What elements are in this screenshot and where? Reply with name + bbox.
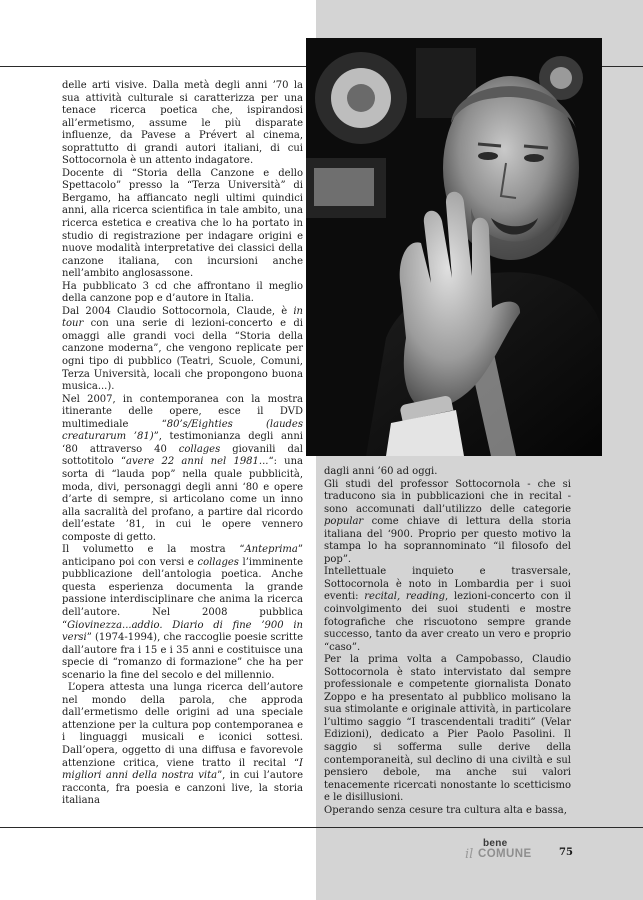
- top-rule-left: [0, 66, 306, 67]
- italic-text: collages: [178, 443, 221, 455]
- text-span: Dal 2004 Claudio Sottocornola, Claude, è: [62, 305, 294, 317]
- text-span: L’opera attesta una lunga ricerca dell’autore nel mondo della parola, che approda dall’ermetismo delle origini ad una speciale attenzione per la cultura pop contemporanea e i linguaggi musicali e iconici sottesi. Dall’opera, oggetto di una diffusa e favorevole attenzione critica, viene tratto il recital “: [62, 682, 303, 769]
- paragraph: [62, 544, 303, 682]
- paragraph: [62, 281, 303, 306]
- paragraph: [62, 80, 303, 168]
- bottom-rule: [0, 827, 643, 828]
- text-span: Operando senza cesure tra cultura alta e bassa,: [324, 804, 567, 816]
- page-number: 75: [559, 847, 573, 858]
- paragraph: [324, 805, 571, 818]
- text-span: dagli anni ’60 ad oggi.: [324, 466, 438, 477]
- paragraph: [324, 654, 571, 805]
- text-span: , lezioni-concerto con il coinvolgimento dei suoi studenti e mostre fotografiche che riscuotono sempre grande successo, tanto da aver creato un vero e proprio “caso”.: [324, 591, 571, 653]
- text-span: l’imminente pubblicazione dell’antologia poetica. Anche questa esperienza documenta la grande passione interdisciplinare che anima la ricerca dell’autore. Nel 2008 pubblica “: [62, 556, 303, 631]
- logo-il: il: [465, 847, 474, 862]
- italic-text: Anteprima: [244, 544, 298, 556]
- italic-text: recital, reading: [364, 591, 446, 603]
- paragraph: [324, 479, 571, 567]
- paragraph: [62, 306, 303, 394]
- text-span: con una serie di lezioni-concerto e di omaggi alle grandi voci della “Storia della canzone moderna”, che vengono replicate per ogni tipo di pubblico (Teatri, Scuole, Comuni, Terza Università, locali che propongono buona musica...).: [62, 318, 303, 393]
- italic-text: I migliori anni della nostra vita: [62, 757, 303, 782]
- italic-text: in tour: [62, 305, 303, 330]
- italic-text: popular: [324, 516, 364, 528]
- italic-text: 80’s/Eighties (laudes creaturarum ’81): [62, 418, 303, 443]
- italic-text: avere 22 anni nel 1981...: [126, 456, 269, 468]
- paragraph: [324, 566, 571, 654]
- text-span: ”, in cui l’autore racconta, fra poesia e canzoni live, la storia italiana: [62, 770, 304, 807]
- text-span: ” (1974-1994), che raccoglie poesie scritte dall’autore fra i 15 e i 35 anni e costituisce una specie di “romanzo di formazione” che ha per scenario la fine del secolo e del millennio.: [62, 632, 303, 681]
- left-text-column: [62, 80, 303, 808]
- text-span: Gli studi del professor Sottocornola - che si traducono sia in pubblicazioni che in recital - sono accomunati dall’utilizzo delle categorie: [324, 478, 571, 515]
- text-span: delle arti visive. Dalla metà degli anni ’70 la sua attività culturale si caratterizza per una tenace ricerca poetica che, ispirandosi all’ermetismo, assume le più disparate influenze, da Pavese a Prévert al cinema, soprattutto di grandi autori italiani, di cui Sottocornola è un attento indagatore.: [62, 80, 303, 167]
- paragraph: [62, 394, 303, 545]
- italic-text: collages: [197, 556, 239, 568]
- right-text-column: [324, 466, 571, 817]
- portrait-photo: [306, 38, 602, 456]
- text-span: ”, testimonianza degli anni ‘80 attraverso 40: [62, 431, 304, 455]
- logo-comune: COMUNE: [478, 848, 532, 860]
- text-span: ” anticipano poi con versi e: [62, 544, 303, 568]
- top-rule-right: [602, 66, 643, 67]
- text-span: giovanili dal sottotitolo “: [62, 443, 304, 468]
- text-span: Per la prima volta a Campobasso, Claudio Sottocornola è stato intervistato dal sempre professionale e competente giornalista Donato Zoppo e ha presentato al pubblico molisano la sua stimolante e originale attività, in particolare l’ultimo saggio “I trascendentali traditi” (Velar Edizioni), dedicato a Pier Paolo Pasolini. Il saggio si sofferma sulle derive della contemporaneità, sul declino di una civiltà e sul pensiero debole, ma anche sui valori tenacemente ricercati nonostante lo scetticismo e le disillusioni.: [324, 654, 571, 804]
- text-span: Docente di “Storia della Canzone e dello Spettacolo” presso la “Terza Università” di Bergamo, ha affiancato negli ultimi quindici anni, alla ricerca scientifica in tale ambito, una ricerca estetica e creativa che lo ha portato in studio di registrazione per indagare origini e nuove modalità interpretative dei classici della canzone italiana, con incursioni anche nell’ambito anglosassone.: [62, 167, 303, 280]
- magazine-logo: [465, 838, 545, 868]
- paragraph: [324, 466, 571, 479]
- text-span: “: una sorta di “lauda pop” nella quale pubblicità, moda, divi, personaggi degli anni ‘80 e opere d’arte di sempre, si articolano come un inno alla sacralità del profano, a partire dal ricordo dell’estate ’81, in cui le opere vennero composte di getto.: [62, 456, 303, 543]
- italic-text: Giovinezza...addio. Diario di fine ’900 in versi: [62, 619, 303, 644]
- paragraph: [62, 682, 303, 807]
- text-span: Intellettuale inquieto e trasversale, Sottocornola è noto in Lombardia per i suoi eventi:: [324, 566, 571, 603]
- text-span: Ha pubblicato 3 cd che affrontano il meglio della canzone pop e d’autore in Italia.: [62, 280, 303, 305]
- text-span: Il volumetto e la mostra “: [62, 544, 245, 556]
- paragraph: [62, 168, 303, 281]
- text-span: come chiave di lettura della storia italiana del ‘900. Proprio per questo motivo la stampa lo ha soprannominato “il filosofo del pop”.: [324, 516, 571, 565]
- text-span: Nel 2007, in contemporanea con la mostra itinerante delle opere, esce il DVD multimediale “: [62, 393, 303, 430]
- logo-bene: bene: [483, 838, 508, 849]
